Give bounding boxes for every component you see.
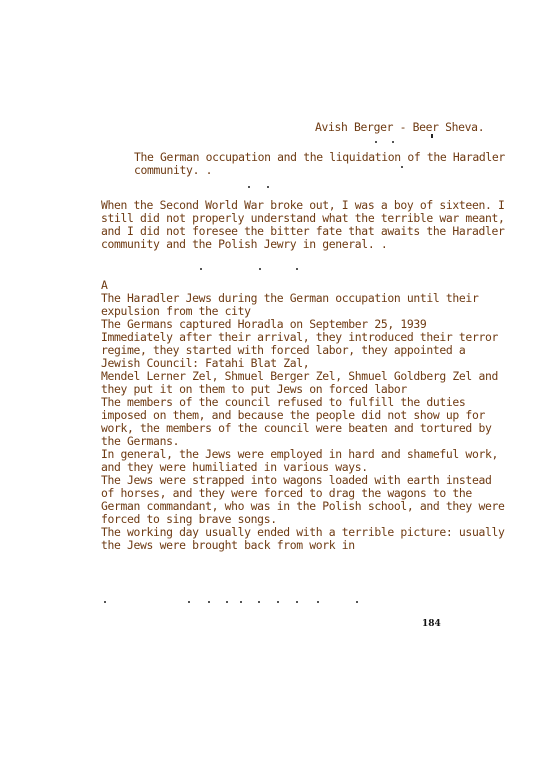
body-line: Mendel Lerner Zel, Shmuel Berger Zel, Shmuel Goldberg Zel and <box>101 369 498 383</box>
body-line: they put it on them to put Jews on forced labor <box>101 382 407 396</box>
author-line: Avish Berger - Beer Sheva. <box>315 120 485 134</box>
body-line: and they were humiliated in various ways. <box>101 460 368 474</box>
body-line: Jewish Council: Fatahi Blat Zal, <box>101 356 310 370</box>
title-line-1: The German occupation and the liquidation of the Haradler <box>134 150 505 164</box>
body-line: the Germans. <box>101 434 180 448</box>
scan-speck <box>200 268 202 270</box>
body-line: The Germans captured Horadla on September 25, 1939 <box>101 317 427 331</box>
body-line: forced to sing brave songs. <box>101 512 277 526</box>
scan-speck <box>277 601 279 603</box>
body-line: Immediately after their arrival, they introduced their terror <box>101 330 498 344</box>
body-line: of horses, and they were forced to drag the wagons to the <box>101 486 472 500</box>
body-line: The Jews were strapped into wagons loaded with earth instead <box>101 473 492 487</box>
scan-speck <box>258 601 260 603</box>
scan-speck <box>240 601 242 603</box>
scan-speck <box>356 601 358 603</box>
scan-speck <box>296 601 298 603</box>
page-number: 184 <box>422 619 441 629</box>
scan-speck <box>259 268 261 270</box>
intro-line: When the Second World War broke out, I was a boy of sixteen. I <box>101 198 505 212</box>
intro-paragraph <box>101 199 538 251</box>
scan-speck <box>317 601 319 603</box>
scan-speck <box>104 601 106 603</box>
body-line: regime, they started with forced labor, they appointed a <box>101 343 466 357</box>
scan-speck <box>375 141 377 143</box>
body-line: imposed on them, and because the people did not show up for <box>101 408 485 422</box>
body-line: The members of the council refused to fulfill the duties <box>101 395 466 409</box>
body-line: expulsion from the city <box>101 304 251 318</box>
scan-speck <box>392 141 394 143</box>
scan-speck <box>267 186 269 188</box>
body-line: The Haradler Jews during the German occupation until their <box>101 291 479 305</box>
scan-speck <box>188 601 190 603</box>
body-line: the Jews were brought back from work in <box>101 538 355 552</box>
intro-line: community and the Polish Jewry in general. . <box>101 237 388 251</box>
scan-speck <box>248 186 250 188</box>
body-line: The working day usually ended with a terrible picture: usually <box>101 525 505 539</box>
scan-speck <box>208 601 210 603</box>
scan-speck <box>401 166 403 168</box>
section-marker: A <box>101 278 108 292</box>
scan-speck <box>431 134 433 138</box>
section-a <box>101 279 538 552</box>
scan-speck <box>296 268 298 270</box>
body-line: German commandant, who was in the Polish school, and they were <box>101 499 505 513</box>
intro-line: and I did not foresee the bitter fate that awaits the Haradler <box>101 224 505 238</box>
body-line: In general, the Jews were employed in hard and shameful work, <box>101 447 498 461</box>
body-line: work, the members of the council were beaten and tortured by <box>101 421 492 435</box>
scan-speck <box>226 601 228 603</box>
title-line-2: community. . <box>134 163 213 177</box>
intro-line: still did not properly understand what the terrible war meant, <box>101 211 505 225</box>
